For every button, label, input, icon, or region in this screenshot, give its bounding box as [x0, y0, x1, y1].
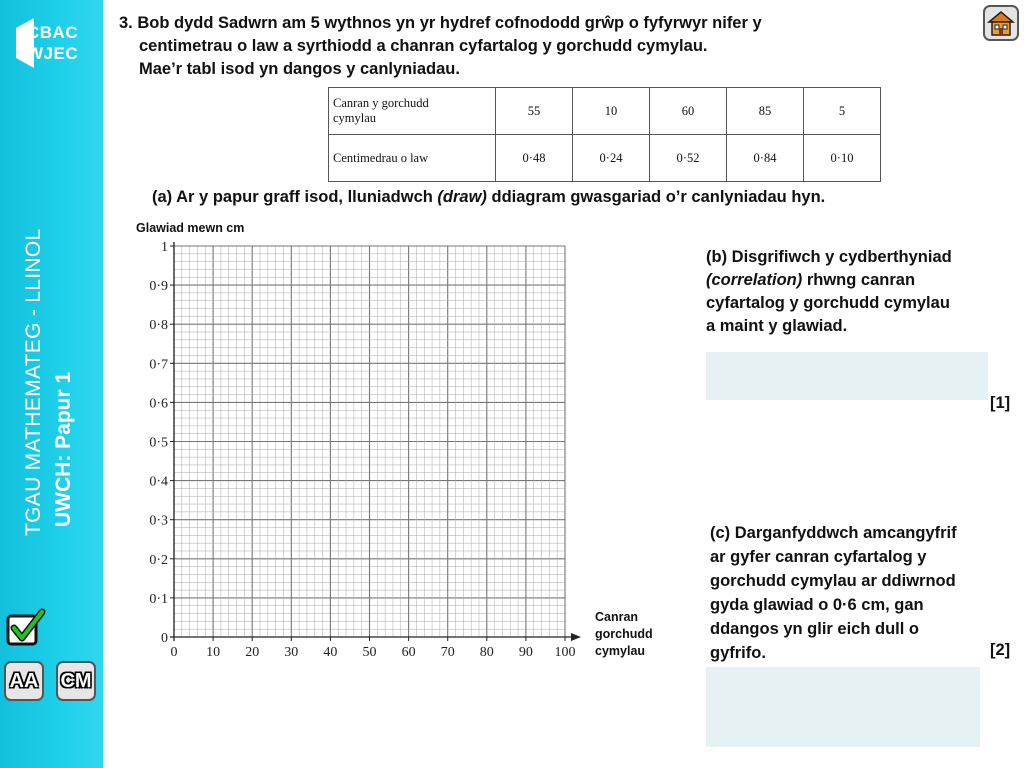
graph-paper[interactable]: [130, 236, 590, 666]
part-c-line: (c) Darganfyddwch amcangyfrif: [710, 524, 957, 542]
table-row: [329, 135, 881, 182]
question-line1: 3. Bob dydd Sadwrn am 5 wythnos yn yr hydref cofnododd grŵp o fyfyrwyr nifer y: [119, 14, 762, 32]
course-title: TGAU MATHEMATEG - LLINOL: [22, 228, 45, 536]
part-a-prefix: (a) Ar y papur graff isod, lluniadwch: [152, 188, 438, 206]
results-table: [328, 87, 881, 182]
y-tick-label: 0·1: [149, 591, 168, 607]
part-b-line: rhwng canran: [802, 271, 916, 289]
question-line3: Mae’r tabl isod yn dangos y canlyniadau.: [139, 60, 460, 78]
y-tick-label: 0·3: [149, 513, 168, 529]
y-tick-label: 0·6: [149, 396, 168, 412]
header-line: Canran y gorchudd: [333, 96, 429, 110]
y-tick-label: 0·8: [149, 318, 168, 334]
marks-c: [2]: [990, 641, 1011, 659]
y-tick-label: 1: [161, 240, 168, 255]
home-icon: [985, 7, 1017, 39]
x-tick-label: 20: [245, 645, 260, 660]
part-b-line: a maint y glawiad.: [706, 317, 848, 335]
part-b-line: cyfartalog y gorchudd cymylau: [706, 294, 950, 312]
cm-button[interactable]: CM: [56, 661, 96, 701]
table-header-cloud: [329, 88, 496, 135]
header-line: cymylau: [333, 111, 377, 125]
part-c-line: gyfrifo.: [710, 644, 766, 662]
x-tick-label: 10: [206, 645, 221, 660]
table-cell: 0·84: [727, 135, 804, 182]
x-tick-label: 90: [518, 645, 533, 660]
x-tick-label: 70: [440, 645, 455, 660]
part-b-italic: (correlation): [706, 271, 803, 289]
part-c-text: [710, 521, 1010, 665]
x-axis-label: [595, 609, 675, 660]
y-tick-label: 0: [161, 631, 168, 646]
part-c-line: ar gyfer canran cyfartalog y: [710, 548, 927, 566]
x-label-line: Canran: [595, 610, 639, 624]
part-b-text: [706, 246, 1011, 338]
table-cell: 85: [727, 88, 804, 135]
x-tick-label: 0: [170, 645, 178, 660]
home-button[interactable]: [983, 5, 1019, 41]
paper-title: UWCH: Papur 1: [52, 371, 75, 527]
x-label-line: gorchudd: [595, 627, 653, 641]
table-cell: 10: [573, 88, 650, 135]
part-a-italic: (draw): [437, 188, 487, 206]
answer-box-b[interactable]: [706, 352, 988, 400]
check-icon[interactable]: [6, 608, 46, 648]
y-tick-label: 0·2: [149, 552, 168, 568]
x-tick-label: 40: [323, 645, 338, 660]
y-tick-label: 0·5: [149, 435, 168, 451]
table-cell: 0·10: [804, 135, 881, 182]
part-c-line: ddangos yn glir eich dull o: [710, 620, 920, 638]
sidebar: [0, 0, 103, 768]
table-cell: 5: [804, 88, 881, 135]
y-tick-label: 0·4: [149, 474, 168, 490]
part-c-line: gyda glawiad o 0·6 cm, gan: [710, 596, 924, 614]
part-c-line: gorchudd cymylau ar ddiwrnod: [710, 572, 956, 590]
logo-line1: CBAC: [27, 23, 79, 42]
part-a-suffix: ddiagram gwasgariad o’r canlyniadau hyn.: [486, 188, 826, 206]
y-axis-label: Glawiad mewn cm: [136, 221, 245, 235]
table-header-rain: Centimedrau o law: [329, 135, 496, 182]
question-intro: [119, 12, 919, 81]
y-tick-label: 0·9: [149, 279, 168, 295]
question-line2: centimetrau o law a syrthiodd a chanran cyfartalog y gorchudd cymylau.: [139, 37, 708, 55]
x-tick-label: 50: [362, 645, 377, 660]
marks-b: [1]: [990, 394, 1011, 412]
x-axis-arrow: [571, 633, 581, 641]
table-cell: 60: [650, 88, 727, 135]
logo-line2: WJEC: [27, 44, 79, 63]
table-cell: 0·24: [573, 135, 650, 182]
x-tick-label: 100: [554, 645, 576, 660]
table-cell: 55: [496, 88, 573, 135]
font-size-button[interactable]: AA: [4, 661, 44, 701]
x-label-line: cymylau: [595, 644, 646, 658]
x-tick-label: 30: [284, 645, 299, 660]
part-a-text: [152, 188, 825, 207]
x-tick-label: 60: [401, 645, 416, 660]
part-b-line: (b) Disgrifiwch y cydberthyniad: [706, 248, 952, 266]
answer-box-c[interactable]: [706, 667, 980, 747]
y-tick-label: 0·7: [149, 357, 168, 373]
x-tick-label: 80: [479, 645, 494, 660]
table-cell: 0·48: [496, 135, 573, 182]
table-row: [329, 88, 881, 135]
table-cell: 0·52: [650, 135, 727, 182]
